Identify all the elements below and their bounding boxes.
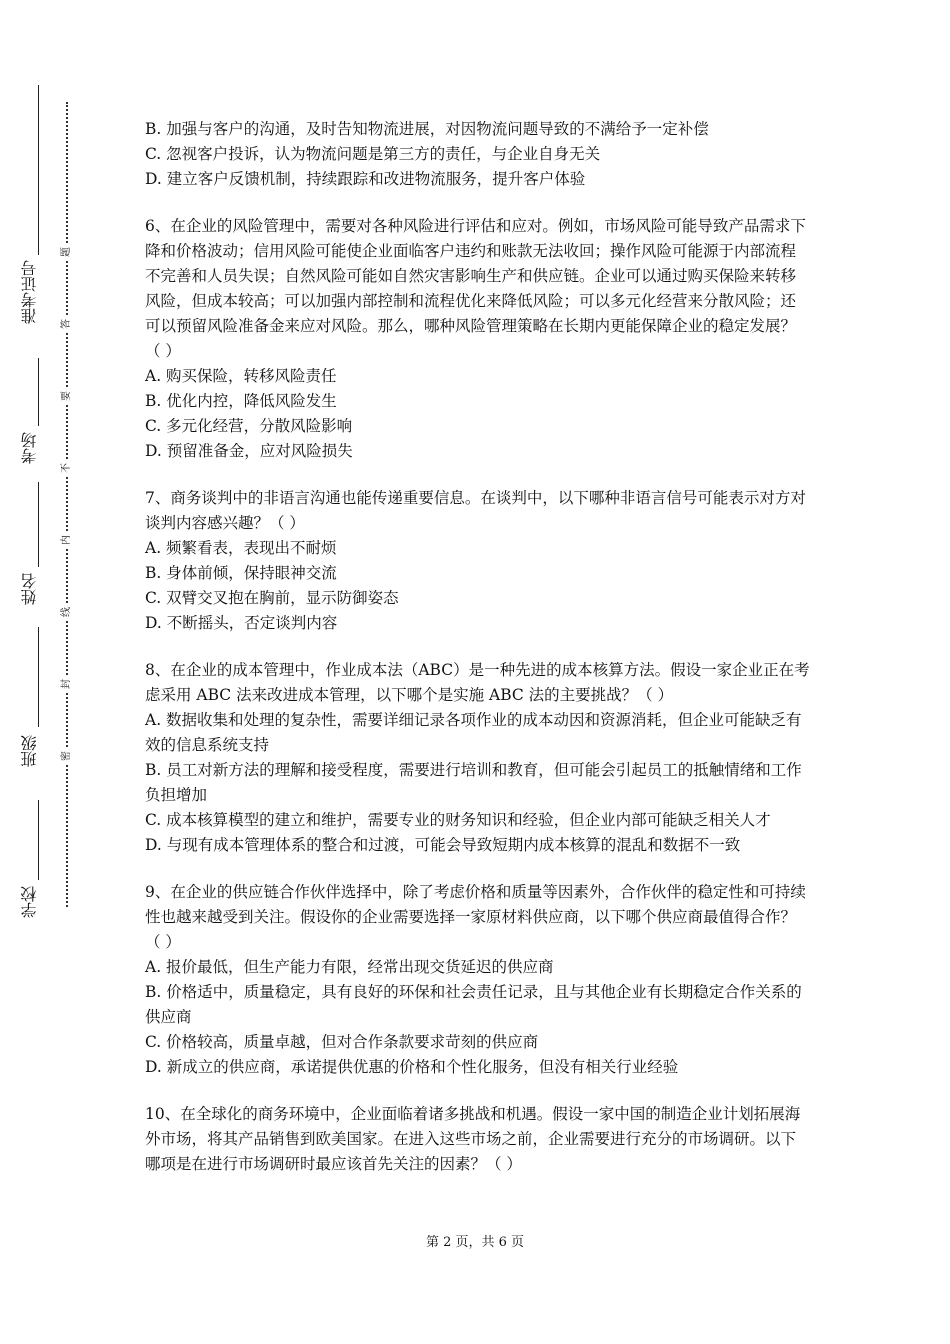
option: C. 双臂交叉抱在胸前，显示防御姿态 (145, 589, 399, 607)
question-6 (145, 214, 810, 464)
question-stem: 8、在企业的成本管理中，作业成本法（ABC）是一种先进的成本核算方法。假设一家企业正在考虑采用 ABC 法来改进成本管理，以下哪个是实施 ABC 法的主要挑战？（ ） (145, 661, 810, 704)
question-stem: 6、在企业的风险管理中，需要对各种风险进行评估和应对。例如，市场风险可能导致产品需求下降和价格波动；信用风险可能使企业面临客户违约和账款无法收回；操作风险可能源于内部流程不完善和人员失误；自然风险可能如自然灾害影响生产和供应链。企业可以通过购买保险来转移风险，但成本较高；可以加强内部控制和流程优化来降低风险；可以多元化经营来分散风险；还可以预留风险准备金来应对风险。那么，哪种风险管理策略在长期内更能保障企业的稳定发展？（ ） (145, 217, 806, 360)
exam-content (145, 117, 810, 1199)
option: D. 与现有成本管理体系的整合和过渡，可能会导致短期内成本核算的混乱和数据不一致 (145, 836, 741, 854)
exam-id-line (38, 85, 39, 255)
option: B. 优化内控，降低风险发生 (145, 392, 337, 410)
exam-id-label: 准考证号 (20, 260, 39, 324)
option: A. 频繁看表，表现出不耐烦 (145, 539, 337, 557)
option: B. 员工对新方法的理解和接受程度，需要进行培训和教育，但可能会引起员工的抵触情绪和工作负担增加 (145, 761, 802, 804)
exam-room-label: 考场 (20, 432, 39, 464)
question-10 (145, 1102, 810, 1177)
option: A. 数据收集和处理的复杂性，需要详细记录各项作业的成本动因和资源消耗，但企业可能缺乏有效的信息系统支持 (145, 711, 802, 754)
option: B. 价格适中，质量稳定，具有良好的环保和社会责任记录，且与其他企业有长期稳定合作关系的供应商 (145, 983, 802, 1026)
question-stem: 7、商务谈判中的非语言沟通也能传递重要信息。在谈判中，以下哪种非语言信号可能表示对方对谈判内容感兴趣？（ ） (145, 489, 806, 532)
exam-room-line (38, 358, 39, 426)
seal-char: 密 (61, 748, 73, 764)
question-stem: 9、在企业的供应链合作伙伴选择中，除了考虑价格和质量等因素外，合作伙伴的稳定性和可持续性也越来越受到关注。假设你的企业需要选择一家原材料供应商，以下哪个供应商最值得合作？（ ） (145, 883, 806, 951)
question-8 (145, 658, 810, 858)
school-label: 学校 (20, 886, 39, 918)
question-5-tail (145, 117, 810, 192)
seal-char: 封 (61, 676, 73, 692)
seal-char: 题 (61, 244, 73, 260)
question-stem: 10、在全球化的商务环境中，企业面临着诸多挑战和机遇。假设一家中国的制造企业计划拓展海外市场，将其产品销售到欧美国家。在进入这些市场之前，企业需要进行充分的市场调研。以下哪项是在进行市场调研时最应该首先关注的因素？（ ） (145, 1105, 801, 1173)
class-label: 班级 (20, 735, 39, 767)
name-label: 姓名 (20, 573, 39, 605)
seal-dotted-line (66, 102, 68, 907)
seal-char: 内 (61, 532, 73, 548)
binding-margin (0, 0, 120, 1344)
question-7 (145, 486, 810, 636)
option: D. 预留准备金，应对风险损失 (145, 442, 353, 460)
option: C. 多元化经营，分散风险影响 (145, 417, 353, 435)
option: D. 建立客户反馈机制，持续跟踪和改进物流服务，提升客户体验 (145, 170, 586, 188)
option: A. 报价最低，但生产能力有限，经常出现交货延迟的供应商 (145, 958, 554, 976)
option: B. 加强与客户的沟通，及时告知物流进展，对因物流问题导致的不满给予一定补偿 (145, 120, 709, 138)
page-footer: 第 2 页，共 6 页 (425, 1235, 525, 1250)
option: C. 成本核算模型的建立和维护，需要专业的财务知识和经验，但企业内部可能缺乏相关人才 (145, 811, 771, 829)
name-line (38, 482, 39, 567)
option: C. 忽视客户投诉，认为物流问题是第三方的责任，与企业自身无关 (145, 145, 601, 163)
option: B. 身体前倾，保持眼神交流 (145, 564, 337, 582)
seal-char: 答 (61, 316, 73, 332)
option: C. 价格较高，质量卓越，但对合作条款要求苛刻的供应商 (145, 1033, 539, 1051)
seal-char: 线 (61, 604, 73, 620)
seal-char: 要 (61, 388, 73, 404)
option: D. 新成立的供应商，承诺提供优惠的价格和个性化服务，但没有相关行业经验 (145, 1058, 679, 1076)
option: A. 购买保险，转移风险责任 (145, 367, 337, 385)
class-line (38, 627, 39, 727)
question-9 (145, 880, 810, 1080)
school-line (38, 800, 39, 880)
option: D. 不断摇头，否定谈判内容 (145, 614, 338, 632)
seal-char: 不 (61, 460, 73, 476)
